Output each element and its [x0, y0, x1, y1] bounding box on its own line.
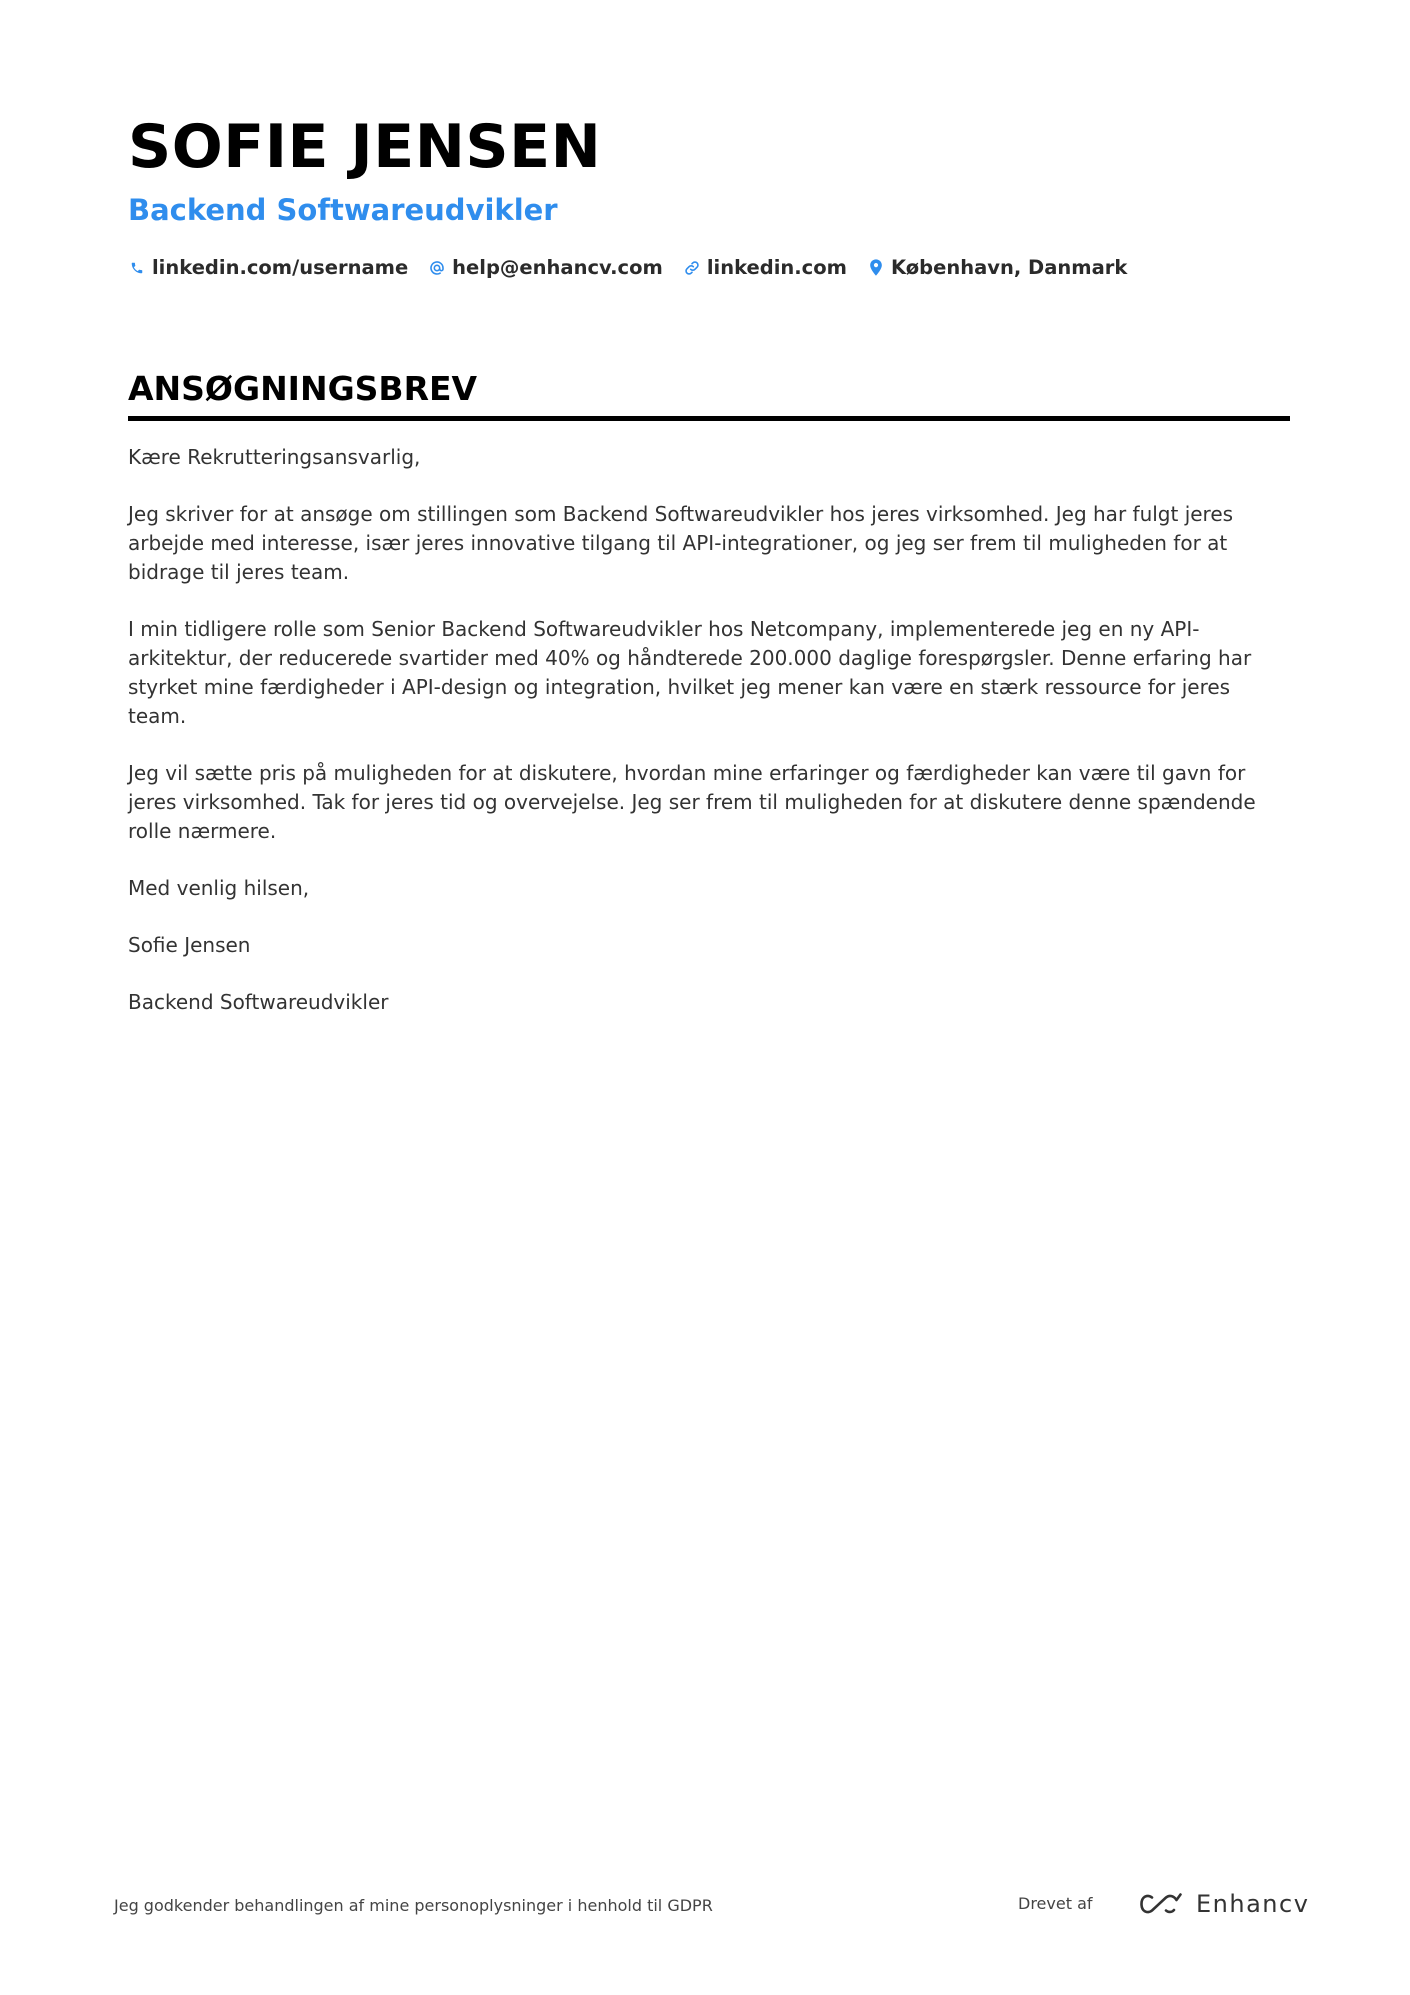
letter-paragraph: Jeg vil sætte pris på muligheden for at diskutere, hvordan mine erfaringer og færdigheder kan være til gavn for jeres virksomhed. Tak for jeres tid og overvejelse. Jeg ser frem til muligheden for at diskutere denne spændende rolle nærmere. — [128, 761, 1256, 843]
letter-greeting: Kære Rekrutteringsansvarlig, — [128, 445, 421, 469]
section-title: ANSØGNINGSBREV — [128, 368, 1290, 421]
gdpr-consent-text: Jeg godkender behandlingen af mine personoplysninger i henhold til GDPR — [114, 1896, 713, 1915]
link-icon — [683, 258, 701, 278]
cover-letter-section — [128, 368, 1290, 1045]
applicant-title: Backend Softwareudvikler — [128, 193, 558, 227]
contact-phone[interactable] — [128, 256, 408, 279]
letter-paragraph: I min tidligere rolle som Senior Backend Softwareudvikler hos Netcompany, implementerede jeg en ny API-arkitektur, der reducerede svartider med 40% og håndterede 200.000 daglige forespørgsler. Denne erfaring har styrket mine færdigheder i API-design og integration, hvilket jeg mener kan være en stærk ressource for jeres team. — [128, 617, 1252, 728]
enhancv-logo-icon — [1138, 1891, 1184, 1917]
letter-body — [128, 443, 1290, 1017]
location-pin-icon — [867, 258, 885, 278]
contact-bar — [128, 256, 1290, 279]
contact-email-text: help@enhancv.com — [452, 256, 663, 279]
at-icon — [428, 258, 446, 278]
page-footer — [114, 1884, 1310, 1924]
resume-header — [128, 108, 1290, 279]
contact-website[interactable] — [683, 256, 847, 279]
powered-by-label: Drevet af — [1018, 1894, 1093, 1913]
enhancv-brand-name: Enhancv — [1196, 1890, 1310, 1918]
signature-title: Backend Softwareudvikler — [128, 990, 389, 1014]
contact-email[interactable] — [428, 256, 663, 279]
letter-closing: Med venlig hilsen, — [128, 876, 310, 900]
applicant-name: SOFIE JENSEN — [128, 112, 602, 182]
signature-name: Sofie Jensen — [128, 933, 251, 957]
letter-paragraph: Jeg skriver for at ansøge om stillingen som Backend Softwareudvikler hos jeres virksomhed. Jeg har fulgt jeres arbejde med interesse, især jeres innovative tilgang til API-integrationer, og jeg ser frem til muligheden for at bidrage til jeres team. — [128, 502, 1234, 584]
contact-website-text: linkedin.com — [706, 256, 847, 279]
phone-icon — [128, 258, 146, 278]
contact-location — [867, 256, 1127, 279]
contact-phone-text: linkedin.com/username — [152, 256, 409, 279]
enhancv-brand[interactable] — [1138, 1884, 1309, 1924]
contact-location-text: København, Danmark — [890, 256, 1128, 279]
